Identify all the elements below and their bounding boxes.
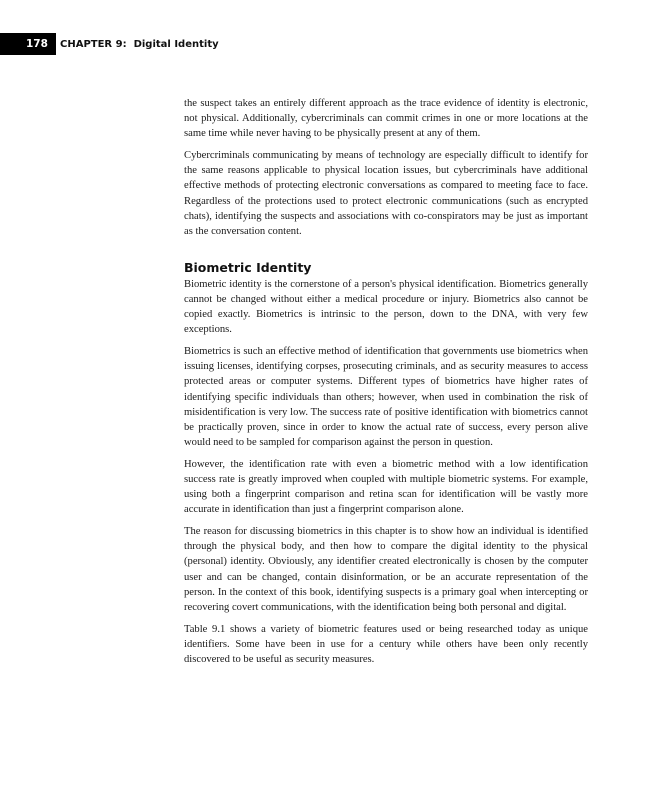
page-number: 178 <box>0 33 56 55</box>
paragraph: Table 9.1 shows a variety of biometric features used or being researched today as unique identifiers. Some have been in use for a century while others have been only recently discovered to be useful as security measures. <box>184 623 588 665</box>
running-header <box>0 33 219 55</box>
paragraph: Cybercriminals communicating by means of technology are especially difficult to identify for the same reasons applicable to physical location issues, but cybercriminals have additional effective methods of protecting electronic conversations as compared to meeting face to face. Regardless of the protections used to protect electronic communications (such as encrypted chats), identifying the suspects and associations with co-conspirators may be just as important as the conversation content. <box>184 150 588 237</box>
paragraph: However, the identification rate with even a biometric method with a low identification success rate is greatly improved when coupled with multiple biometric systems. For example, using both a fingerprint comparison and retina scan for identification will be vastly more accurate in identification than just a fingerprint comparison alone. <box>184 458 588 516</box>
paragraph: Biometric identity is the cornerstone of a person's physical identification. Biometrics generally cannot be changed without either a medical procedure or injury. Biometrics also cannot be copied exactly. Biometrics is intrinsic to the person, down to the DNA, with very few exceptions. <box>184 278 588 336</box>
chapter-title <box>60 39 219 50</box>
chapter-name: Digital Identity <box>133 38 219 50</box>
paragraph: the suspect takes an entirely different approach as the trace evidence of identity is electronic, not physical. Additionally, cybercriminals can commit crimes in one or more locations at the same time while never having to be physically present at any of them. <box>184 98 588 140</box>
section-heading: Biometric Identity <box>184 259 312 275</box>
paragraph: The reason for discussing biometrics in this chapter is to show how an individual is identified through the physical body, and then how to compare the digital identity to the physical (personal) identity. Obviously, any identifier created electronically is chosen by the computer user and can be changed, contain disinformation, or be an accurate representation of the person. In the context of this book, identifying suspects is a primary goal when intercepting or recovering covert communications, with the identification being both personal and digital. <box>184 526 588 613</box>
body-text <box>184 96 588 674</box>
paragraph: Biometrics is such an effective method of identification that governments use biometrics when issuing licenses, identifying corpses, prosecuting criminals, and as security measures to access protected areas or computer systems. Different types of biometrics have higher rates of identifying specific individuals than others; however, when used in combination the risk of misidentification is very low. The success rate of positive identification with biometrics cannot be practically proven, since in order to know the actual rate of success, every person alive would need to be sampled for comparison against the person in question. <box>184 346 588 448</box>
chapter-label: CHAPTER 9: <box>60 38 127 50</box>
